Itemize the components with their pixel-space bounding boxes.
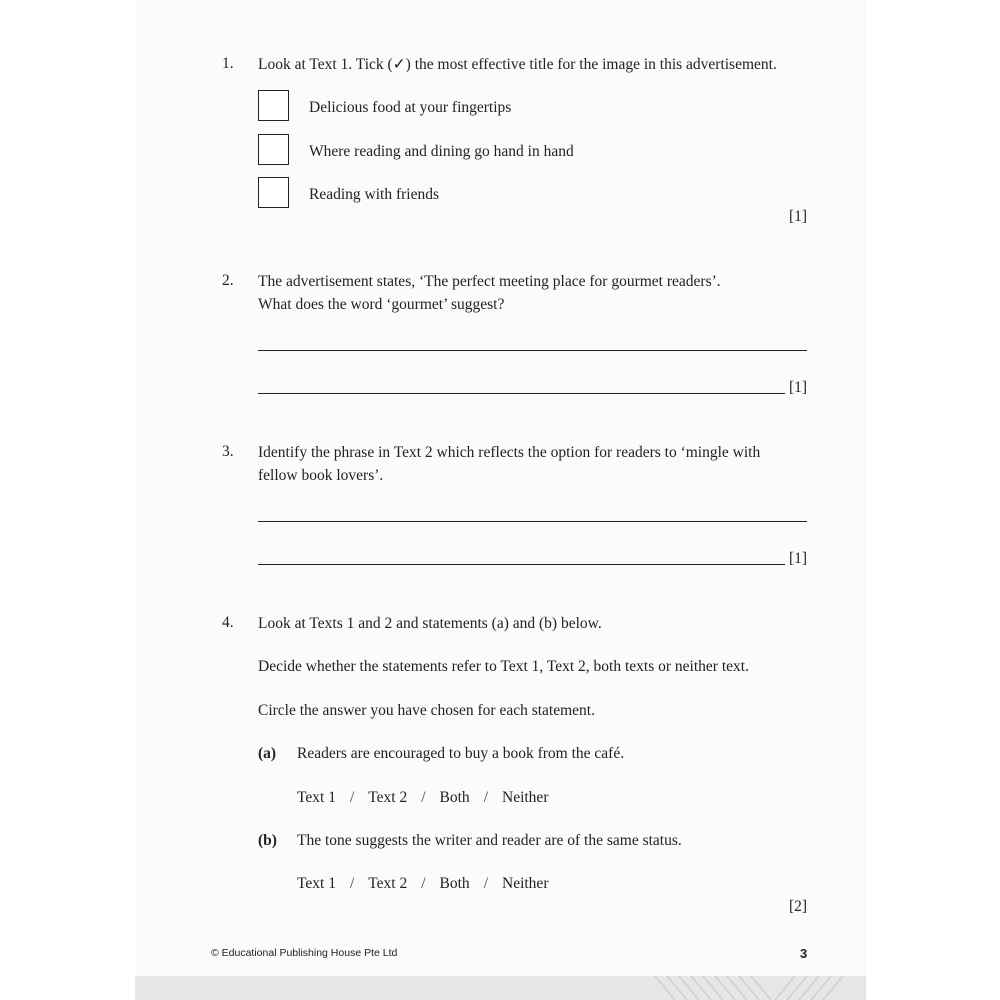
copyright-notice: © Educational Publishing House Pte Ltd [211, 947, 398, 959]
q1-option-2-checkbox[interactable] [258, 134, 289, 165]
q4-b-choice-both[interactable]: Both [439, 875, 470, 892]
q2-number: 2. [222, 272, 234, 289]
q4-part-a-statement: Readers are encouraged to buy a book from the café. [297, 745, 625, 762]
choice-separator: / [349, 789, 355, 806]
choice-separator: / [483, 875, 488, 892]
q1-prompt: Look at Text 1. Tick (✓) the most effective title for the image in this advertisement. [258, 56, 777, 73]
q1-number: 1. [222, 55, 234, 72]
q4-a-choice-both[interactable]: Both [439, 789, 470, 806]
choice-separator: / [421, 875, 426, 892]
q4-marks: [2] [789, 898, 808, 915]
q1-option-3-label: Reading with friends [309, 186, 440, 203]
q1-option-2-label: Where reading and dining go hand in hand [309, 143, 574, 160]
q3-line-1: Identify the phrase in Text 2 which reflects the option for readers to ‘mingle with [258, 444, 761, 461]
q4-a-choice-text2[interactable]: Text 2 [368, 789, 408, 806]
choice-separator: / [483, 789, 488, 806]
q4-part-b-label: (b) [258, 832, 277, 849]
q4-intro-1: Look at Texts 1 and 2 and statements (a) and (b) below. [258, 615, 602, 632]
q3-answer-line-2[interactable] [258, 564, 785, 565]
q1-option-3-checkbox[interactable] [258, 177, 289, 208]
q2-answer-line-1[interactable] [258, 350, 807, 351]
q1-option-1-checkbox[interactable] [258, 90, 289, 121]
q3-answer-line-1[interactable] [258, 521, 807, 522]
q4-b-choice-text2[interactable]: Text 2 [368, 875, 408, 892]
q1-option-1-label: Delicious food at your fingertips [309, 99, 512, 116]
choice-separator: / [421, 789, 426, 806]
q4-part-b-choices [297, 873, 548, 895]
q2-line-1: The advertisement states, ‘The perfect meeting place for gourmet readers’. [258, 273, 721, 290]
q4-part-a-label: (a) [258, 745, 277, 762]
choice-separator: / [349, 875, 355, 892]
q2-line-2: What does the word ‘gourmet’ suggest? [258, 296, 505, 313]
q4-b-choice-neither[interactable]: Neither [502, 875, 549, 892]
q2-answer-line-2[interactable] [258, 393, 785, 394]
q4-part-a-choices [297, 787, 548, 809]
q4-part-b-statement: The tone suggests the writer and reader are of the same status. [297, 832, 682, 849]
q4-a-choice-neither[interactable]: Neither [502, 789, 549, 806]
q4-a-choice-text1[interactable]: Text 1 [297, 789, 336, 806]
page-number: 3 [800, 946, 808, 961]
q4-number: 4. [222, 614, 234, 631]
bottom-decorative-band [135, 976, 866, 1000]
q4-intro-3: Circle the answer you have chosen for each statement. [258, 702, 595, 719]
q3-marks: [1] [789, 550, 808, 567]
q3-number: 3. [222, 443, 234, 460]
q3-line-2: fellow book lovers’. [258, 467, 384, 484]
diagonal-stripes-decoration [135, 976, 866, 1000]
q4-intro-2: Decide whether the statements refer to Text 1, Text 2, both texts or neither text. [258, 658, 749, 675]
q2-marks: [1] [789, 379, 808, 396]
q4-b-choice-text1[interactable]: Text 1 [297, 875, 336, 892]
q1-marks: [1] [789, 208, 808, 225]
